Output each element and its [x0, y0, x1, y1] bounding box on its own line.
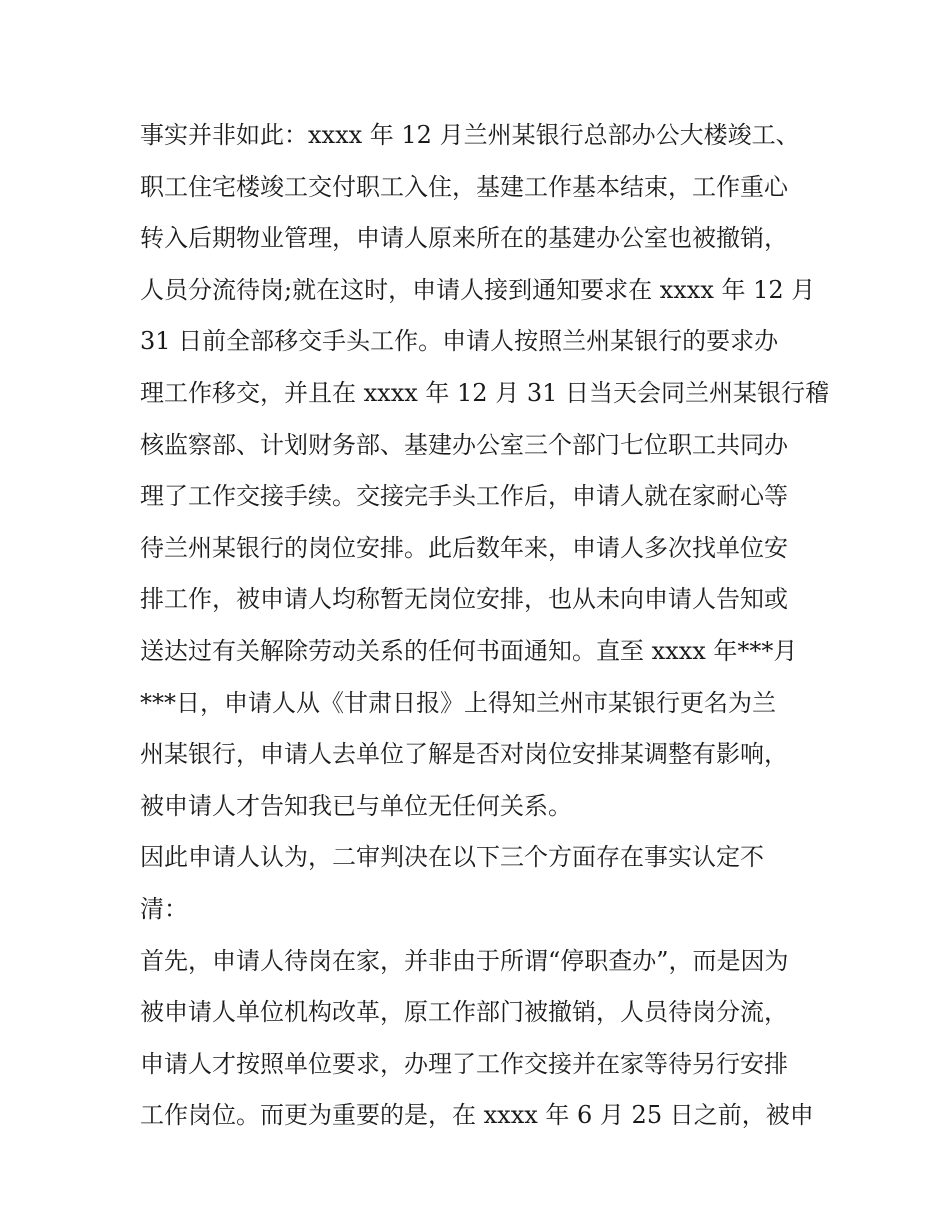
text-line: 被申请人单位机构改革，原工作部门被撤销，人员待岗分流， — [140, 998, 788, 1027]
text-line: 职工住宅楼竣工交付职工入住，基建工作基本结束，工作重心 — [140, 172, 788, 201]
text-line: 人员分流待岗;就在这时，申请人接到通知要求在 xxxx 年 12 月 — [140, 275, 816, 304]
text-line: 工作岗位。而更为重要的是，在 xxxx 年 6 月 25 日之前，被申 — [140, 1101, 814, 1130]
text-line: 31 日前全部移交手头工作。申请人按照兰州某银行的要求办 — [140, 327, 779, 356]
text-line: 首先，申请人待岗在家，并非由于所谓“停职查办”，而是因为 — [140, 946, 789, 975]
text-line: 因此申请人认为，二审判决在以下三个方面存在事实认定不 — [140, 843, 764, 872]
text-line: 核监察部、计划财务部、基建办公室三个部门七位职工共同办 — [140, 430, 788, 459]
document-body — [140, 110, 829, 1142]
text-line: ***日，申请人从《甘肃日报》上得知兰州市某银行更名为兰 — [140, 688, 776, 717]
text-line: 事实并非如此：xxxx 年 12 月兰州某银行总部办公大楼竣工、 — [140, 121, 800, 149]
text-line: 被申请人才告知我已与单位无任何关系。 — [140, 791, 572, 820]
text-line: 转入后期物业管理，申请人原来所在的基建办公室也被撤销， — [140, 224, 788, 253]
text-line: 待兰州某银行的岗位安排。此后数年来，申请人多次找单位安 — [140, 533, 788, 562]
text-line: 清： — [140, 894, 188, 923]
text-line: 送达过有关解除劳动关系的任何书面通知。直至 xxxx 年***月 — [140, 636, 798, 665]
text-line: 理了工作交接手续。交接完手头工作后，申请人就在家耐心等 — [140, 482, 788, 511]
text-line: 排工作，被申请人均称暂无岗位安排，也从未向申请人告知或 — [140, 585, 788, 614]
text-line: 理工作移交，并且在 xxxx 年 12 月 31 日当天会同兰州某银行稽 — [140, 378, 829, 407]
text-line: 申请人才按照单位要求，办理了工作交接并在家等待另行安排 — [140, 1049, 788, 1078]
text-line: 州某银行，申请人去单位了解是否对岗位安排某调整有影响， — [140, 740, 788, 769]
